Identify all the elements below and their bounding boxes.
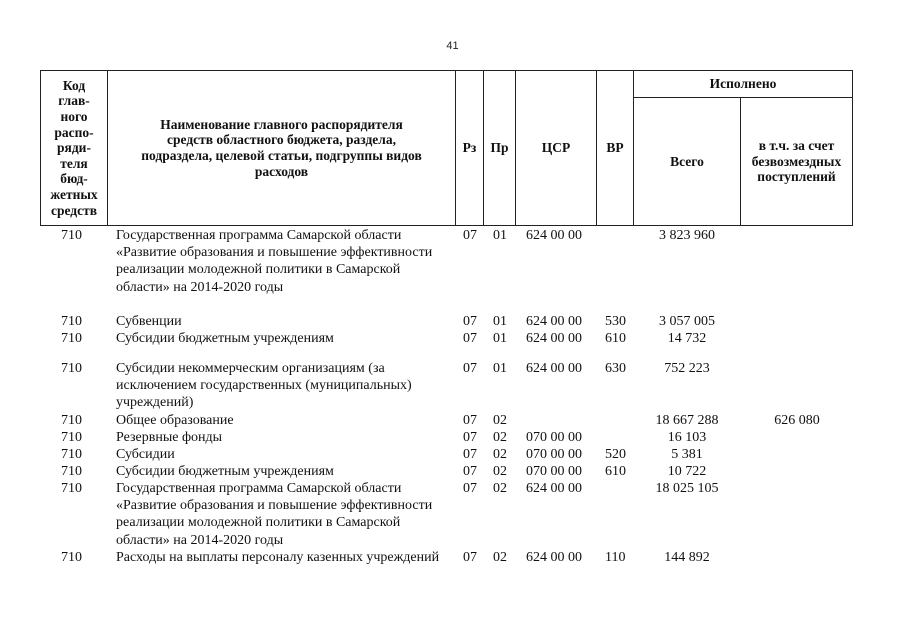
header-free-line: в т.ч. за счет [758, 138, 835, 154]
row-csr: 624 00 00 [526, 228, 582, 243]
header-total: Всего [670, 153, 704, 169]
header-pr-cell [483, 70, 516, 226]
header-executed: Исполнено [709, 76, 777, 92]
header-code-line: средств [50, 202, 98, 218]
row-csr: 624 00 00 [526, 314, 582, 329]
row-code: 710 [61, 447, 82, 462]
row-code: 710 [61, 413, 82, 428]
header-free-cell [740, 97, 853, 226]
row-total: 10 722 [667, 464, 707, 479]
header-free-line: поступлений [757, 169, 836, 185]
row-total: 5 381 [671, 447, 703, 462]
row-name: Расходы на выплаты персоналу казенных учреждений [116, 550, 440, 565]
header-vr-cell [596, 70, 634, 226]
row-total: 752 223 [664, 361, 710, 376]
row-name: Резервные фонды [116, 430, 223, 445]
row-vr: 530 [605, 314, 626, 329]
row-name: Государственная программа Самарской области «Развитие образования и повышение эффективности реализации молодежной политики в Самарской области» на 2014-2020 годы [116, 228, 433, 295]
header-rz-cell [455, 70, 484, 226]
header-csr: ЦСР [541, 140, 571, 156]
row-total: 144 892 [664, 550, 710, 565]
header-name-line: Наименование главного распорядителя [160, 116, 403, 132]
row-csr: 624 00 00 [526, 361, 582, 376]
row-csr: 624 00 00 [526, 481, 582, 496]
row-code: 710 [61, 331, 82, 346]
header-name-cell [107, 70, 456, 226]
row-pr: 02 [493, 481, 507, 496]
row-total: 18 667 288 [655, 413, 719, 428]
header-code-line: бюд- [60, 171, 88, 187]
row-pr: 01 [493, 228, 507, 243]
row-code: 710 [61, 464, 82, 479]
header-pr: Пр [490, 140, 509, 156]
row-pr: 02 [493, 550, 507, 565]
header-rz: Рз [462, 140, 477, 156]
header-free-line: безвозмездных [751, 153, 842, 169]
row-name: Субвенции [116, 314, 182, 329]
row-free: 626 080 [774, 413, 820, 428]
row-csr: 624 00 00 [526, 550, 582, 565]
row-total: 16 103 [667, 430, 707, 445]
row-code: 710 [61, 430, 82, 445]
header-name-line: средств областного бюджета, раздела, [167, 132, 396, 148]
row-csr: 070 00 00 [526, 464, 582, 479]
row-rz: 07 [463, 430, 477, 445]
header-code-line: жетных [50, 186, 98, 202]
row-vr: 110 [605, 550, 626, 565]
header-csr-cell [515, 70, 597, 226]
row-csr: 070 00 00 [526, 447, 582, 462]
row-name: Общее образование [116, 413, 234, 428]
row-pr: 01 [493, 331, 507, 346]
header-total-cell [633, 97, 741, 226]
row-rz: 07 [463, 361, 477, 376]
row-rz: 07 [463, 481, 477, 496]
row-rz: 07 [463, 550, 477, 565]
header-name-line: подраздела, целевой статьи, подгруппы видов [141, 148, 422, 163]
row-rz: 07 [463, 447, 477, 462]
row-total: 14 732 [667, 331, 707, 346]
header-code-cell [40, 70, 108, 226]
row-rz: 07 [463, 228, 477, 243]
row-pr: 02 [493, 464, 507, 479]
row-pr: 01 [493, 314, 507, 329]
header-code-line: распо- [54, 124, 94, 140]
row-name: Субсидии [116, 447, 175, 462]
row-name: Государственная программа Самарской области «Развитие образования и повышение эффективности реализации молодежной политики в Самарской области» на 2014-2020 годы [116, 481, 433, 548]
row-pr: 01 [493, 361, 507, 376]
row-pr: 02 [493, 413, 507, 428]
row-csr: 624 00 00 [526, 331, 582, 346]
header-code-line: глав- [58, 93, 90, 109]
row-pr: 02 [493, 430, 507, 445]
row-total: 3 823 960 [659, 228, 715, 243]
row-total: 3 057 005 [659, 314, 715, 329]
row-vr: 520 [605, 447, 626, 462]
header-executed-cell [633, 70, 853, 98]
row-vr: 610 [605, 464, 626, 479]
header-vr: ВР [606, 140, 624, 156]
row-code: 710 [61, 228, 82, 243]
row-vr: 610 [605, 331, 626, 346]
row-code: 710 [61, 481, 82, 496]
row-rz: 07 [463, 314, 477, 329]
header-code-line: ряди- [57, 140, 91, 156]
row-pr: 02 [493, 447, 507, 462]
row-code: 710 [61, 314, 82, 329]
row-total: 18 025 105 [655, 481, 719, 496]
row-name: Субсидии бюджетным учреждениям [116, 464, 334, 479]
row-vr: 630 [605, 361, 626, 376]
row-rz: 07 [463, 413, 477, 428]
header-name-line: расходов [254, 163, 309, 179]
header-code-line: ного [60, 109, 88, 125]
row-rz: 07 [463, 331, 477, 346]
row-code: 710 [61, 550, 82, 565]
row-name: Субсидии некоммерческим организациям (за исключением государственных (муниципальных) учреждений) [116, 361, 412, 411]
row-name: Субсидии бюджетным учреждениям [116, 331, 334, 346]
row-rz: 07 [463, 464, 477, 479]
row-code: 710 [61, 361, 82, 376]
header-code-line: Код [62, 77, 86, 93]
page-number: 41 [446, 40, 459, 52]
row-csr: 070 00 00 [526, 430, 582, 445]
header-code-line: теля [60, 155, 88, 171]
